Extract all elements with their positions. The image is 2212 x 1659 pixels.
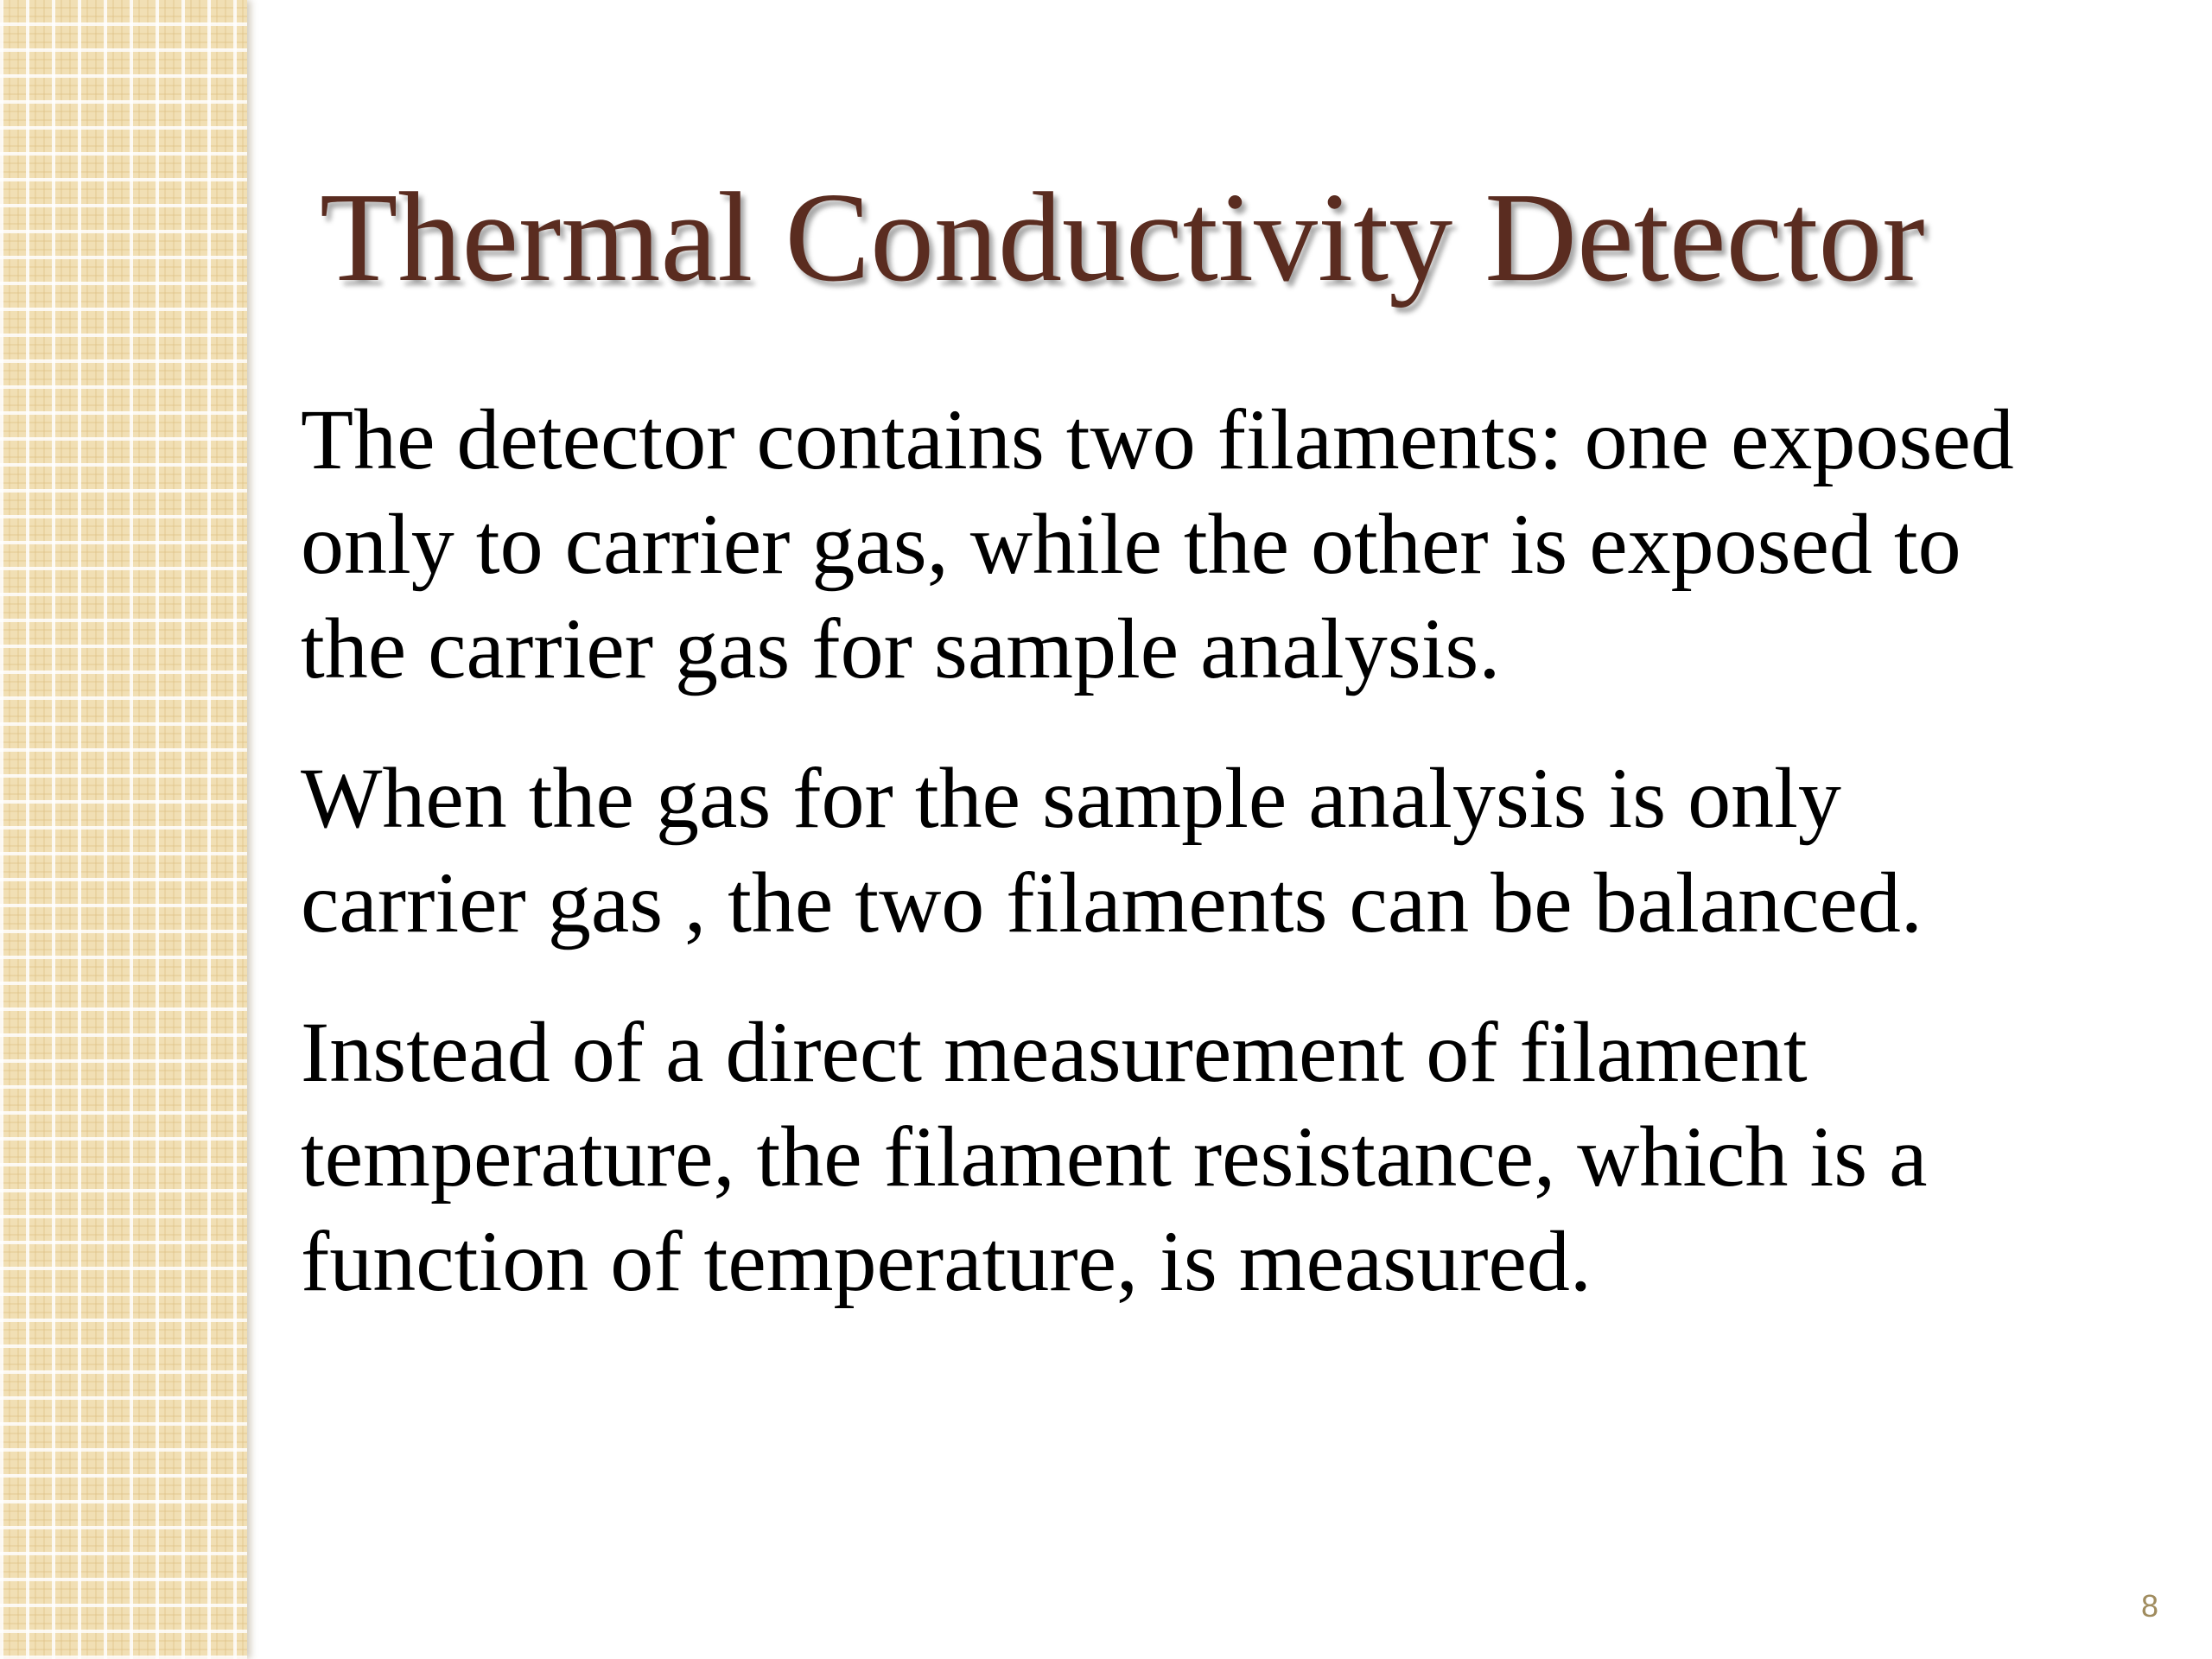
- page-number: 8: [2140, 1588, 2158, 1624]
- decorative-side-panel: [0, 0, 247, 1659]
- paragraph-balanced: When the gas for the sample analysis is only carrier gas , the two filaments can be balanced.: [301, 750, 1923, 950]
- paragraph-filaments: The detector contains two filaments: one exposed only to carrier gas, while the other is exposed to the carrier gas for sample analysis.: [301, 391, 2014, 696]
- slide-title: Thermal Conductivity Detector: [320, 167, 1925, 308]
- paragraph-resistance: Instead of a direct measurement of filament temperature, the filament resistance, which is a function of temperature, is measured.: [301, 1004, 1928, 1309]
- slide-body: [301, 387, 2081, 1358]
